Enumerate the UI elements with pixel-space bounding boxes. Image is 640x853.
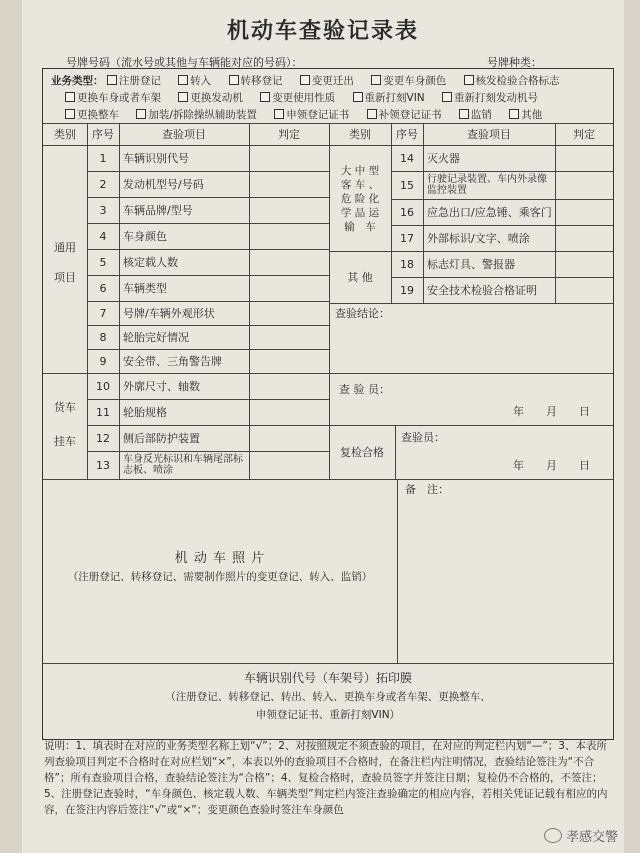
watermark: [544, 826, 618, 845]
business-row-3: [65, 107, 556, 122]
conclusion-label: 查验结论：: [335, 306, 390, 320]
business-option: 核发检验合格标志: [475, 75, 560, 87]
item-seq: 4: [99, 229, 107, 243]
checkbox-icon[interactable]: [178, 75, 188, 85]
item-name: 安全带、三角警告牌: [123, 354, 222, 368]
item-seq: 10: [96, 379, 110, 393]
header-item-2: 查验项目: [467, 127, 511, 141]
checkbox-icon[interactable]: [260, 92, 270, 102]
checkbox-icon[interactable]: [65, 92, 75, 102]
item-seq: 12: [96, 431, 110, 445]
header-judge: 判定: [278, 127, 300, 141]
item-name: 灭火器: [427, 151, 460, 165]
business-option: 变更迁出: [311, 75, 354, 87]
bus-label: 大 中 型 客 车 、 危 险 化 学 品 运 输 车: [340, 165, 380, 233]
business-option: 加装/拆除操纵辅助装置: [148, 109, 257, 121]
item-name: 轮胎规格: [123, 405, 167, 419]
general-label-1: 通用: [54, 240, 76, 254]
photo-title: 机 动 车 照 片: [174, 550, 266, 566]
business-label: 业务类型：: [51, 75, 104, 87]
recheck-label: 复检合格: [340, 445, 384, 459]
plate-type-label: 号牌种类：: [487, 56, 542, 69]
recheck-date: 年 月 日: [513, 458, 590, 472]
business-option: 变更车身颜色: [383, 75, 447, 87]
item-name: 车辆品牌/型号: [123, 203, 193, 217]
item-name: 标志灯具、警报器: [427, 257, 515, 271]
business-option: 监销: [470, 109, 492, 121]
item-seq: 14: [400, 151, 414, 165]
business-option: 变更使用性质: [272, 92, 336, 104]
item-seq: 1: [99, 151, 107, 165]
item-name: 核定载人数: [123, 255, 178, 269]
checkbox-icon[interactable]: [371, 75, 381, 85]
header-item: 查验项目: [162, 127, 206, 141]
checkbox-icon[interactable]: [178, 92, 188, 102]
item-seq: 19: [400, 283, 414, 297]
page-title: 机动车查验记录表: [226, 19, 419, 44]
other-label: 其 他: [347, 270, 373, 284]
business-option: 注册登记: [118, 75, 161, 87]
checkbox-icon[interactable]: [509, 109, 519, 119]
item-name: 外廓尺寸、轴数: [123, 379, 200, 393]
business-option: 补领登记证书: [378, 109, 442, 121]
wechat-icon: [544, 828, 562, 843]
item-seq: 6: [99, 281, 107, 295]
business-row-1: [51, 73, 574, 88]
checkbox-icon[interactable]: [353, 92, 363, 102]
item-name: 轮胎完好情况: [123, 330, 189, 344]
business-option: 更换车身或者车架: [77, 92, 161, 104]
business-option: 更换发动机: [190, 92, 243, 104]
header-seq-2: 序号: [396, 127, 418, 141]
checkbox-icon[interactable]: [136, 109, 146, 119]
business-option: 转入: [190, 75, 212, 87]
item-name: 车辆识别代号: [123, 151, 189, 165]
item-seq: 5: [99, 255, 107, 269]
checkbox-icon[interactable]: [442, 92, 452, 102]
item-name: 外部标识/文字、喷涂: [427, 231, 530, 245]
item-seq: 8: [99, 330, 107, 344]
header-seq: 序号: [92, 127, 114, 141]
inspection-date: 年 月 日: [513, 404, 590, 418]
checkbox-icon[interactable]: [274, 109, 284, 119]
item-name: 发动机型号/号码: [123, 177, 204, 191]
general-label-2: 项目: [54, 270, 76, 284]
item-seq: 15: [400, 178, 414, 192]
checkbox-icon[interactable]: [464, 75, 474, 85]
item-name: 车身颜色: [123, 229, 167, 243]
item-name: 侧后部防护装置: [123, 431, 200, 445]
item-name: 行驶记录装置、车内外录像监控装置: [427, 174, 547, 196]
item-name: 应急出口/应急锤、乘客门: [427, 205, 552, 219]
checkbox-icon[interactable]: [229, 75, 239, 85]
business-option: 重新打刻发动机号: [454, 92, 539, 104]
remarks-label: 备 注：: [405, 482, 449, 496]
checkbox-icon[interactable]: [107, 75, 117, 85]
item-seq: 17: [400, 231, 414, 245]
item-seq: 13: [96, 458, 110, 472]
truck-label-2: 挂车: [54, 434, 76, 448]
checkbox-icon[interactable]: [300, 75, 310, 85]
watermark-text: 孝感交警: [565, 830, 618, 845]
item-name: 车身反光标识和车辆尾部标志板、喷涂: [123, 454, 243, 476]
business-option: 转移登记: [240, 75, 283, 87]
header-category: 类别: [54, 127, 76, 141]
business-option: 其他: [521, 109, 543, 121]
item-seq: 3: [99, 203, 107, 217]
inspector-label: 查 验 员：: [339, 382, 390, 396]
checkbox-icon[interactable]: [459, 109, 469, 119]
rubbing-note-2: 申领登记证书、重新打刻VIN）: [255, 708, 401, 721]
truck-label-1: 货车: [54, 400, 76, 414]
business-option: 申领登记证书: [286, 109, 350, 121]
item-seq: 11: [96, 405, 110, 419]
plate-number-label: 号牌号码（流水号或其他与车辆能对应的号码）：: [66, 56, 303, 69]
item-name: 安全技术检验合格证明: [427, 283, 537, 297]
rubbing-title: 车辆识别代号（车架号）拓印膜: [243, 670, 412, 685]
checkbox-icon[interactable]: [65, 109, 75, 119]
checkbox-icon[interactable]: [367, 109, 377, 119]
item-seq: 16: [400, 205, 414, 219]
item-seq: 2: [99, 177, 107, 191]
item-name: 车辆类型: [123, 281, 167, 295]
business-row-2: [65, 90, 552, 105]
header-category-2: 类别: [349, 127, 371, 141]
item-seq: 7: [99, 306, 107, 320]
photo-note: （注册登记、转移登记、需要制作照片的变更登记、转入、监销）: [67, 570, 373, 583]
instructions-text: 说明：1、填表时在对应的业务类型名称上划“√”；2、对按照规定不须查验的项目，在对应的判定栏内划“—”；3、本表所列查验项目判定不合格时在对应栏划“×”，本表以外的查验项目不合格时，在备注栏内注明情况，查验结论签注为“不合格”；所有查验项目合格，查验结论签注为“合格”；4、复检合格时，查验员签字并签注日期；复检仍不合格的，不签注；5、注册登记查验时，“车身颜色、核定载人数、车辆类型”判定栏内签注查验确定的相应内容，若相关凭证记载有相应的内容，在签注内容后签注“√”或“×”；变更颜色查验时签注车身颜色: [44, 740, 608, 816]
inspection-grid: [42, 68, 614, 740]
header-judge-2: 判定: [573, 127, 595, 141]
rubbing-note-1: （注册登记、转移登记、转出、转入、更换车身或者车架、更换整车、: [165, 690, 491, 703]
recheck-inspector-label: 查验员：: [401, 430, 445, 444]
business-option: 更换整车: [77, 109, 119, 121]
business-option: 重新打刻VIN: [364, 92, 425, 104]
item-name: 号牌/车辆外观形状: [123, 306, 215, 320]
item-seq: 9: [99, 354, 107, 368]
item-seq: 18: [400, 257, 414, 271]
